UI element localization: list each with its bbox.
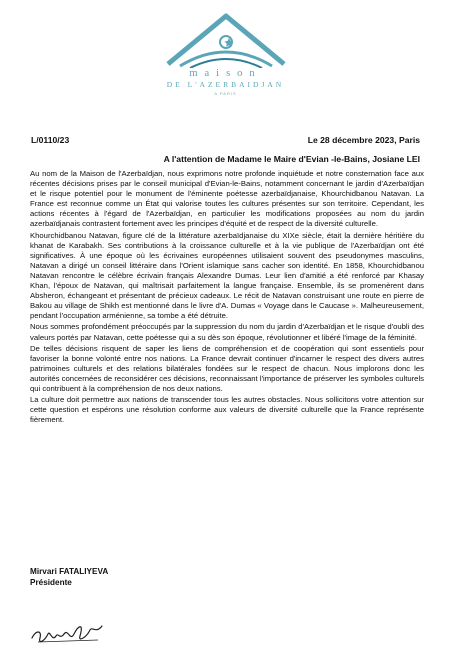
signature-block [30, 566, 108, 588]
handwritten-signature [28, 612, 108, 648]
attention-line: A l'attention de Madame le Maire d'Evian -le-Bains, Josiane LEI [163, 154, 420, 164]
logo-subtitle: DE L'AZERBAIDJAN [166, 80, 285, 89]
paragraph: Nous sommes profondément préoccupés par la suppression du nom du jardin d'Azerbaïdjan et le risque d'oubli des valeurs portés par Natavan, cette poétesse qui a su dès son époque, révolutionner et libéré l'image de la féminité. [30, 322, 424, 342]
logo-name: maison [189, 68, 262, 79]
letterhead-logo [0, 0, 451, 104]
paragraph: La culture doit permettre aux nations de transcender tous les autres obstacles. Nous sollicitons votre attention sur cette question et espérons une résolution conforme aux valeurs de diversité culturelle que la France représente fièrement. [30, 395, 424, 425]
signer-name: Mirvari FATALIYEVA [30, 567, 109, 576]
logo-city: A PARIS [214, 91, 237, 96]
letter-date: Le 28 décembre 2023, Paris [307, 135, 420, 145]
paragraph: Khourchidbanou Natavan, figure clé de la littérature azerbaïdjanaise du XIXe siècle, était la dernière héritière du khanat de Karabakh. Ses contributions à la croissance culturelle et à la vie publique de l'Azerbaïdjan ont été significatives. À une époque où les écrivaines européennes utilisaient souvent des pseudonymes masculins, Natavan a dirigé un conseil littéraire dans l'Orient islamique sans cacher son identité. En 1858, Khourchidbanou Natavan rencontre le célèbre écrivain français Alexandre Dumas. Leur lien d'amitié a été renforcé par Khasay Khan, l'époux de Natavan, qui maîtrisait parfaitement la langue française. Ensemble, ils se promenèrent dans Absheron, échangeant et présentant de précieux cadeaux. Le récit de Natavan construisant une route en pierre de Bakou au village de Shikh est mentionné dans le livre d'A. Dumas « Voyage dans le Caucase ». Malheureusement, pendant l'occupation arménienne, sa tombe a été détruite. [30, 230, 424, 321]
letter-meta [31, 135, 420, 147]
paragraph: Au nom de la Maison de l'Azerbaïdjan, nous exprimons notre profonde inquiétude et notre consternation face aux récentes décisions prises par le conseil municipal d'Evian-le-Bains, notamment concernant le jardin d'Azerbaïdjan et le risque potentiel pour le monument de l'éminente poétesse azerbaïdjanaise, Khourchidbanou Natavan. La France est reconnue comme un État qui valorise toutes les cultures présentes sur son territoire. Cependant, les actions récentes à l'égard de l'Azerbaïdjan, en particulier les modifications proposées au nom du jardin azerbaïdjanais contrastent fortement avec les principes d'équité et de respect de la diversité culturelle. [30, 169, 424, 229]
house-roof-icon [160, 8, 292, 68]
letter-body [30, 169, 424, 426]
letter-reference: L/0110/23 [31, 135, 70, 145]
paragraph: De telles décisions risquent de saper les liens de compréhension et de coopération qui sont essentiels pour favoriser la bonne volonté entre nos nations. La France devrait continuer d'incarner le respect des divers autres patrimoines culturels et des relations bilatérales fondées sur le respect de chacun. Nous implorons donc les autorités concernées de reconsidérer ces décisions, reconnaissant l'importance de préserver les symboles culturels qui contribuent à la compréhension de nos deux nations. [30, 343, 424, 393]
signer-title: Présidente [30, 578, 72, 587]
